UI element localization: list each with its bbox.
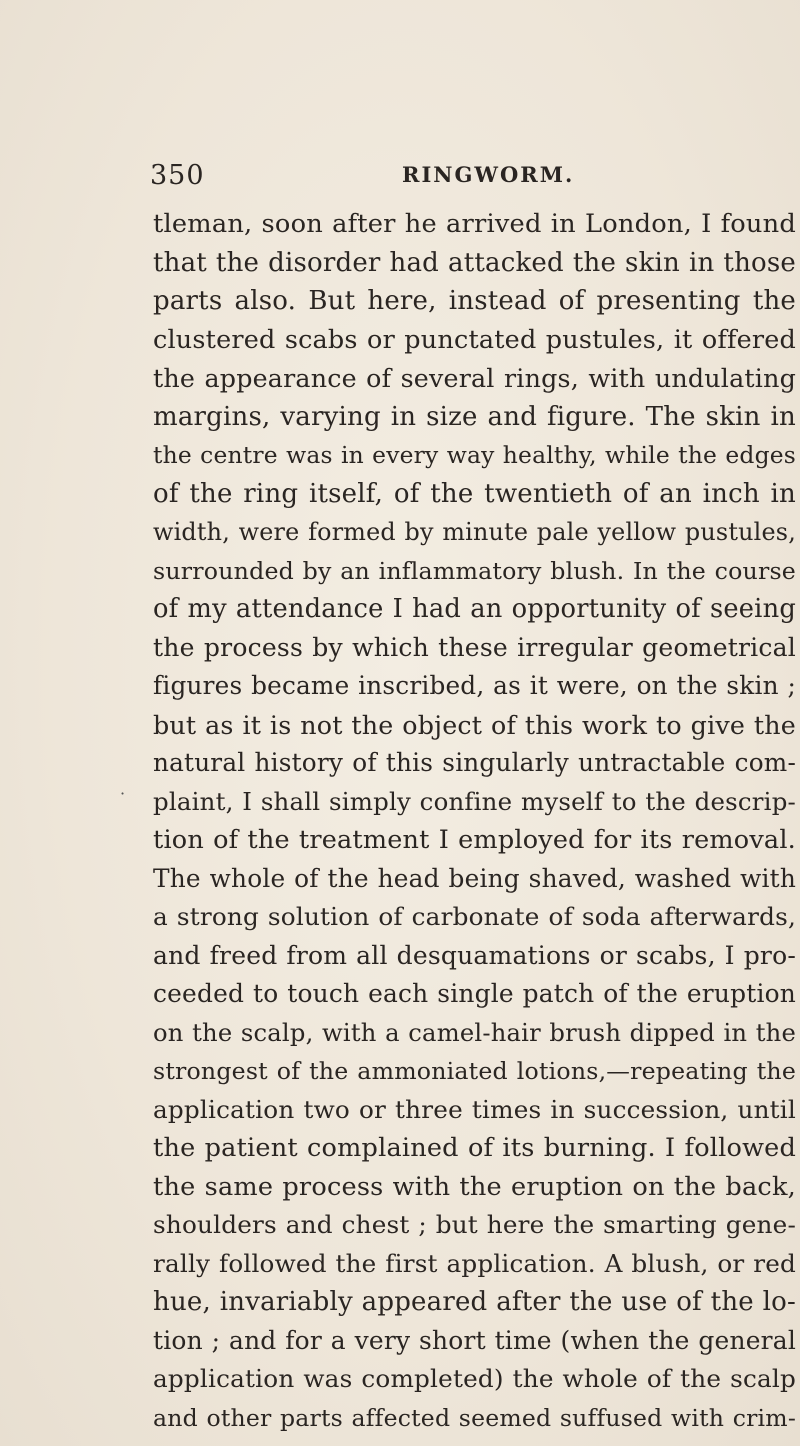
text-line: the same process with the eruption on the back, [153, 1171, 796, 1202]
text-line: ceeded to touch each single patch of the eruption [153, 979, 796, 1008]
text-line: and other parts affected seemed suffused with crim- [153, 1403, 796, 1432]
text-line: of my attendance I had an opportunity of seeing [153, 594, 796, 624]
text-line: natural history of this singularly untractable com- [153, 748, 796, 777]
text-line: plaint, I shall simply confine myself to the descrip- [153, 786, 796, 816]
margin-mark: · [120, 784, 126, 803]
text-line: the centre was in every way healthy, while the edges [153, 441, 796, 469]
page-number: 350 [150, 160, 205, 191]
text-line: of the ring itself, of the twentieth of an inch in [153, 478, 796, 509]
text-line: parts also. But here, instead of presenting the [153, 286, 796, 316]
text-line: that the disorder had attacked the skin in those [153, 247, 796, 278]
text-line: width, were formed by minute pale yellow pustules, [153, 518, 796, 546]
text-line: margins, varying in size and figure. The skin in [153, 401, 796, 432]
text-line: shoulders and chest ; but here the smarting gene- [153, 1210, 796, 1239]
text-line: figures became inscribed, as it were, on the skin ; [153, 671, 796, 700]
text-line: clustered scabs or punctated pustules, it offered [153, 324, 796, 355]
text-line: The whole of the head being shaved, washed with [153, 863, 796, 893]
text-line: on the scalp, with a camel-hair brush dipped in the [153, 1018, 796, 1047]
text-line: tleman, soon after he arrived in London, I found [153, 209, 796, 239]
text-line: the appearance of several rings, with undulating [153, 363, 796, 393]
text-line: strongest of the ammoniated lotions,—repeating the [153, 1057, 796, 1085]
text-line: surrounded by an inflammatory blush. In the course [153, 556, 796, 585]
text-line: and freed from all desquamations or scabs, I pro- [153, 940, 796, 970]
text-line: hue, invariably appeared after the use of the lo- [153, 1287, 796, 1317]
page-header [150, 160, 790, 200]
text-line: but as it is not the object of this work to give the [153, 709, 796, 740]
text-line: a strong solution of carbonate of soda afterwards, [153, 902, 796, 931]
body-text [153, 205, 796, 1437]
running-head: RINGWORM. [402, 162, 575, 187]
text-line: application two or three times in succession, until [153, 1094, 796, 1124]
text-line: rally followed the first application. A blush, or red [153, 1248, 796, 1278]
text-line: the process by which these irregular geometrical [153, 632, 796, 662]
text-line: tion ; and for a very short time (when the general [153, 1325, 796, 1355]
text-line: the patient complained of its burning. I followed [153, 1133, 796, 1163]
text-line: tion of the treatment I employed for its removal. [153, 825, 796, 855]
text-line: application was completed) the whole of the scalp [153, 1364, 796, 1393]
